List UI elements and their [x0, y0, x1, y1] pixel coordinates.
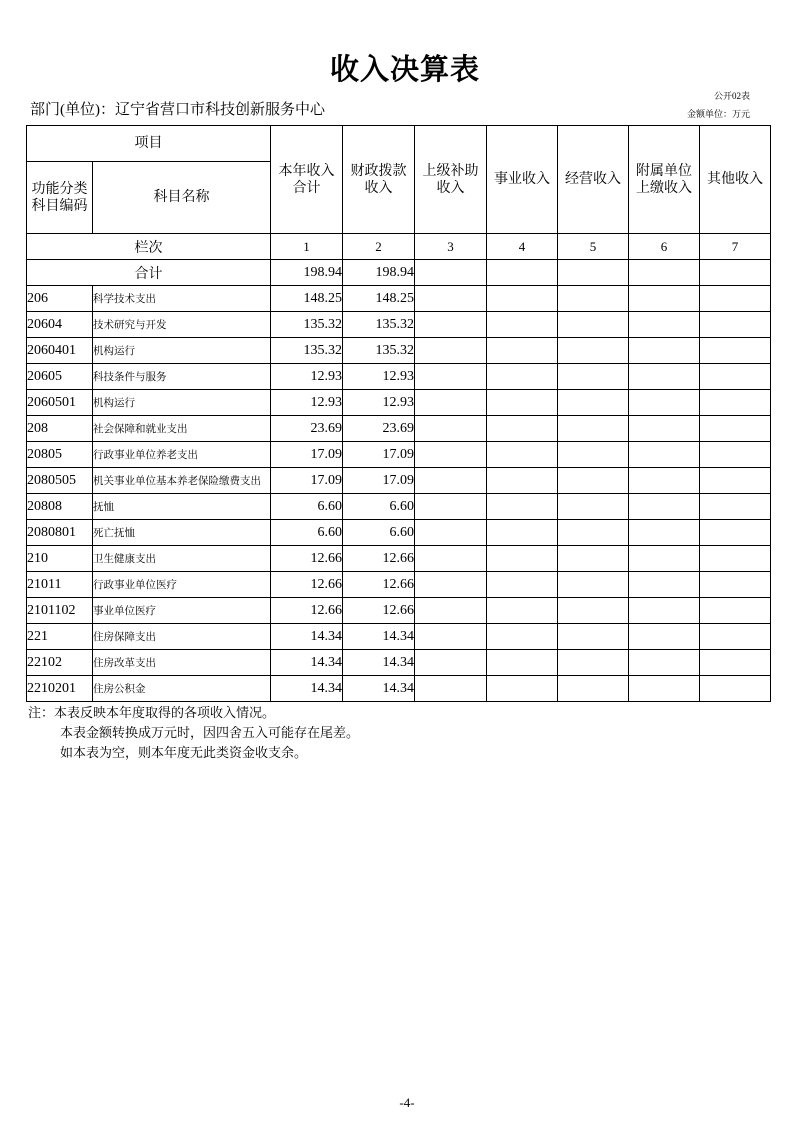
- empty-cell: [558, 364, 629, 390]
- row-code: 2101102: [27, 598, 93, 624]
- empty-cell: [487, 676, 558, 702]
- empty-cell: [700, 494, 771, 520]
- empty-cell: [415, 520, 487, 546]
- row-code: 20805: [27, 442, 93, 468]
- table-row: [27, 650, 771, 676]
- header-total-income: 本年收入 合计: [271, 126, 343, 234]
- header-fiscal-appropriation: 财政拨款 收入: [343, 126, 415, 234]
- column-index-label: 栏次: [27, 234, 271, 260]
- empty-cell: [558, 598, 629, 624]
- row-name: 科学技术支出: [93, 286, 271, 312]
- table-row: [27, 364, 771, 390]
- empty-cell: [415, 390, 487, 416]
- empty-cell: [415, 286, 487, 312]
- row-name: 住房改革支出: [93, 650, 271, 676]
- empty-cell: [558, 468, 629, 494]
- notes: [28, 703, 768, 763]
- row-total-income-value: 135.32: [271, 338, 343, 364]
- empty-cell: [700, 624, 771, 650]
- total-income-value: 198.94: [271, 260, 343, 286]
- empty-cell: [415, 494, 487, 520]
- header-other-income: 其他收入: [700, 126, 771, 234]
- row-name: 死亡抚恤: [93, 520, 271, 546]
- empty-cell: [629, 364, 700, 390]
- table-row: [27, 598, 771, 624]
- empty-cell: [415, 650, 487, 676]
- note-line: 如本表为空，则本年度无此类资金收支余。: [60, 745, 308, 760]
- empty-cell: [487, 598, 558, 624]
- column-index-row: [27, 234, 771, 260]
- empty-cell: [487, 442, 558, 468]
- row-code: 210: [27, 546, 93, 572]
- empty-cell: [629, 572, 700, 598]
- empty-cell: [629, 494, 700, 520]
- row-total-income-value: 6.60: [271, 520, 343, 546]
- empty-cell: [629, 676, 700, 702]
- row-total-income-value: 17.09: [271, 468, 343, 494]
- table-row: [27, 286, 771, 312]
- row-name: 事业单位医疗: [93, 598, 271, 624]
- empty-cell: [700, 286, 771, 312]
- row-name: 技术研究与开发: [93, 312, 271, 338]
- row-fiscal-appropriation-value: 12.66: [343, 546, 415, 572]
- empty-cell: [487, 572, 558, 598]
- row-code: 2060501: [27, 390, 93, 416]
- table-row: [27, 520, 771, 546]
- form-number: 公开02表: [713, 91, 750, 101]
- empty-cell: [629, 390, 700, 416]
- empty-cell: [629, 468, 700, 494]
- row-fiscal-appropriation-value: 12.93: [343, 390, 415, 416]
- header-operating-income: 经营收入: [558, 126, 629, 234]
- row-code: 2080505: [27, 468, 93, 494]
- row-fiscal-appropriation-value: 12.93: [343, 364, 415, 390]
- column-index: 2: [343, 234, 415, 260]
- empty-cell: [629, 520, 700, 546]
- empty-cell: [487, 364, 558, 390]
- empty-cell: [629, 286, 700, 312]
- row-total-income-value: 14.34: [271, 650, 343, 676]
- fiscal-appropriation-value: 198.94: [343, 260, 415, 286]
- empty-cell: [558, 650, 629, 676]
- empty-cell: [415, 468, 487, 494]
- row-fiscal-appropriation-value: 12.66: [343, 572, 415, 598]
- empty-cell: [629, 624, 700, 650]
- empty-cell: [558, 546, 629, 572]
- empty-cell: [558, 390, 629, 416]
- row-fiscal-appropriation-value: 14.34: [343, 624, 415, 650]
- row-total-income-value: 14.34: [271, 624, 343, 650]
- row-total-income-value: 12.66: [271, 572, 343, 598]
- header-name: 科目名称: [93, 162, 271, 234]
- empty-cell: [629, 416, 700, 442]
- empty-cell: [629, 442, 700, 468]
- row-total-income-value: 135.32: [271, 312, 343, 338]
- empty-cell: [700, 572, 771, 598]
- header-subsidiary-remittance: 附属单位 上缴收入: [629, 126, 700, 234]
- table-row: [27, 390, 771, 416]
- empty-cell: [558, 572, 629, 598]
- row-total-income-value: 12.66: [271, 598, 343, 624]
- row-name: 住房保障支出: [93, 624, 271, 650]
- empty-cell: [700, 312, 771, 338]
- empty-cell: [487, 546, 558, 572]
- empty-cell: [558, 442, 629, 468]
- row-fiscal-appropriation-value: 17.09: [343, 442, 415, 468]
- row-total-income-value: 148.25: [271, 286, 343, 312]
- row-code: 2210201: [27, 676, 93, 702]
- row-fiscal-appropriation-value: 14.34: [343, 650, 415, 676]
- empty-cell: [558, 286, 629, 312]
- empty-cell: [415, 572, 487, 598]
- empty-cell: [700, 676, 771, 702]
- empty-cell: [629, 650, 700, 676]
- column-index: 6: [629, 234, 700, 260]
- empty-cell: [629, 598, 700, 624]
- empty-cell: [415, 338, 487, 364]
- row-fiscal-appropriation-value: 14.34: [343, 676, 415, 702]
- empty-cell: [700, 442, 771, 468]
- empty-cell: [558, 676, 629, 702]
- empty-cell: [415, 416, 487, 442]
- row-code: 22102: [27, 650, 93, 676]
- empty-cell: [629, 260, 700, 286]
- row-name: 住房公积金: [93, 676, 271, 702]
- table-row: [27, 572, 771, 598]
- column-index: 7: [700, 234, 771, 260]
- row-total-income-value: 12.66: [271, 546, 343, 572]
- empty-cell: [700, 416, 771, 442]
- row-code: 208: [27, 416, 93, 442]
- row-fiscal-appropriation-value: 135.32: [343, 338, 415, 364]
- table-row: [27, 676, 771, 702]
- row-name: 社会保障和就业支出: [93, 416, 271, 442]
- empty-cell: [700, 650, 771, 676]
- page-number: -4-: [399, 1095, 415, 1110]
- empty-cell: [415, 442, 487, 468]
- column-index: 1: [271, 234, 343, 260]
- empty-cell: [487, 520, 558, 546]
- page-title: 收入决算表: [329, 54, 480, 86]
- empty-cell: [700, 364, 771, 390]
- empty-cell: [629, 338, 700, 364]
- empty-cell: [415, 546, 487, 572]
- header-row: [27, 126, 771, 162]
- empty-cell: [558, 624, 629, 650]
- row-name: 机构运行: [93, 390, 271, 416]
- column-index: 3: [415, 234, 487, 260]
- row-code: 21011: [27, 572, 93, 598]
- row-code: 221: [27, 624, 93, 650]
- empty-cell: [415, 260, 487, 286]
- table-row: [27, 312, 771, 338]
- empty-cell: [415, 598, 487, 624]
- empty-cell: [700, 260, 771, 286]
- empty-cell: [558, 520, 629, 546]
- row-code: 2060401: [27, 338, 93, 364]
- empty-cell: [558, 260, 629, 286]
- header-code: 功能分类 科目编码: [27, 162, 93, 234]
- row-fiscal-appropriation-value: 6.60: [343, 520, 415, 546]
- row-name: 卫生健康支出: [93, 546, 271, 572]
- department-label: 部门(单位)：辽宁省营口市科技创新服务中心: [30, 102, 325, 118]
- row-name: 机关事业单位基本养老保险缴费支出: [93, 468, 271, 494]
- note-line: 注：本表反映本年度取得的各项收入情况。: [28, 705, 276, 720]
- row-code: 20605: [27, 364, 93, 390]
- row-fiscal-appropriation-value: 23.69: [343, 416, 415, 442]
- row-fiscal-appropriation-value: 148.25: [343, 286, 415, 312]
- empty-cell: [629, 312, 700, 338]
- row-fiscal-appropriation-value: 6.60: [343, 494, 415, 520]
- empty-cell: [487, 416, 558, 442]
- table-row: [27, 546, 771, 572]
- table-row: [27, 624, 771, 650]
- table-row: [27, 338, 771, 364]
- empty-cell: [415, 676, 487, 702]
- empty-cell: [700, 468, 771, 494]
- column-index: 4: [487, 234, 558, 260]
- empty-cell: [487, 286, 558, 312]
- header-superior-subsidy: 上级补助 收入: [415, 126, 487, 234]
- empty-cell: [487, 260, 558, 286]
- note-line: 本表金额转换成万元时，因四舍五入可能存在尾差。: [60, 725, 360, 740]
- total-label: 合计: [27, 260, 271, 286]
- empty-cell: [558, 416, 629, 442]
- row-name: 机构运行: [93, 338, 271, 364]
- empty-cell: [629, 546, 700, 572]
- row-total-income-value: 12.93: [271, 364, 343, 390]
- row-total-income-value: 17.09: [271, 442, 343, 468]
- row-code: 20604: [27, 312, 93, 338]
- empty-cell: [700, 546, 771, 572]
- row-code: 20808: [27, 494, 93, 520]
- empty-cell: [415, 312, 487, 338]
- empty-cell: [700, 520, 771, 546]
- row-name: 抚恤: [93, 494, 271, 520]
- empty-cell: [415, 624, 487, 650]
- income-table: [26, 125, 771, 702]
- row-name: 行政事业单位养老支出: [93, 442, 271, 468]
- row-fiscal-appropriation-value: 17.09: [343, 468, 415, 494]
- empty-cell: [558, 494, 629, 520]
- empty-cell: [487, 312, 558, 338]
- row-fiscal-appropriation-value: 135.32: [343, 312, 415, 338]
- table-row: [27, 442, 771, 468]
- row-total-income-value: 23.69: [271, 416, 343, 442]
- empty-cell: [487, 494, 558, 520]
- empty-cell: [558, 338, 629, 364]
- empty-cell: [487, 338, 558, 364]
- row-name: 行政事业单位医疗: [93, 572, 271, 598]
- row-name: 科技条件与服务: [93, 364, 271, 390]
- column-index: 5: [558, 234, 629, 260]
- empty-cell: [487, 390, 558, 416]
- empty-cell: [700, 598, 771, 624]
- empty-cell: [700, 390, 771, 416]
- row-total-income-value: 14.34: [271, 676, 343, 702]
- row-fiscal-appropriation-value: 12.66: [343, 598, 415, 624]
- empty-cell: [487, 650, 558, 676]
- total-row: [27, 260, 771, 286]
- table-row: [27, 416, 771, 442]
- row-total-income-value: 12.93: [271, 390, 343, 416]
- empty-cell: [487, 468, 558, 494]
- header-item: 项目: [27, 126, 271, 162]
- empty-cell: [700, 338, 771, 364]
- row-total-income-value: 6.60: [271, 494, 343, 520]
- row-code: 206: [27, 286, 93, 312]
- amount-unit-label: 金额单位：万元: [686, 109, 750, 119]
- table-row: [27, 494, 771, 520]
- empty-cell: [558, 312, 629, 338]
- empty-cell: [415, 364, 487, 390]
- empty-cell: [487, 624, 558, 650]
- header-business-income: 事业收入: [487, 126, 558, 234]
- row-code: 2080801: [27, 520, 93, 546]
- table-row: [27, 468, 771, 494]
